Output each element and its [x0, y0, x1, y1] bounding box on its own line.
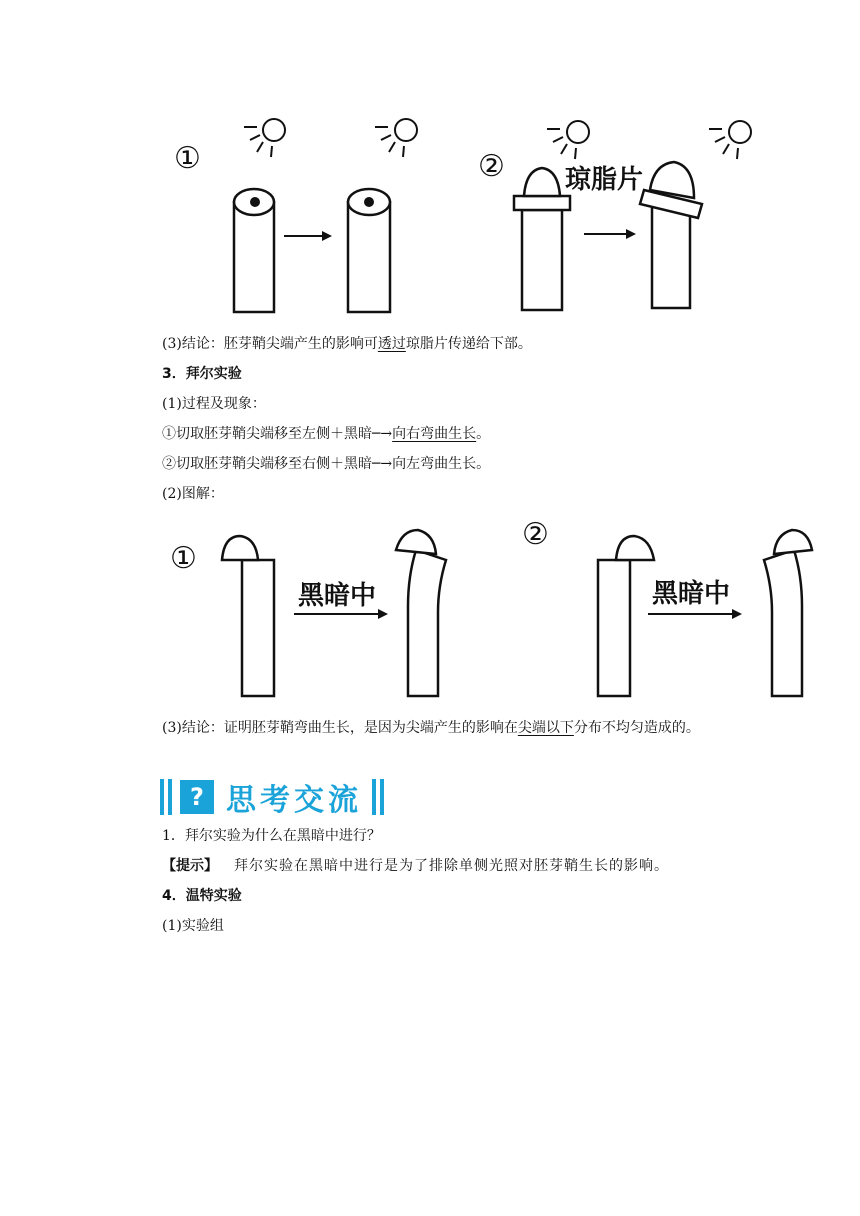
section4-sub1: (1)实验组: [162, 918, 224, 934]
conclusion-paal-underlined: 尖端以下: [517, 720, 574, 736]
question-1: 1．拜尔实验为什么在黑暗中进行？: [162, 828, 381, 844]
agar-label: 琼脂片: [565, 165, 644, 195]
coleoptile-with-light-spot: [348, 189, 390, 312]
hint-text: 拜尔实验在黑暗中进行是为了排除单侧光照对胚芽鞘生长的影响。: [234, 858, 669, 874]
figure2-label-2: ②: [522, 517, 549, 552]
light-spot-icon: [364, 197, 374, 207]
hint-label: 【提示】: [162, 858, 218, 874]
sun-icon: [709, 121, 751, 159]
coleoptile-tip-right: [598, 536, 654, 696]
sun-icon: [547, 121, 589, 159]
banner-bar-left-2: [168, 779, 172, 815]
banner-bar-right-2: [380, 779, 384, 815]
arrow-icon: [284, 231, 332, 241]
arrow-icon: [584, 229, 636, 239]
think-banner-title: 思考交流: [226, 783, 362, 818]
section3-diagram-label: (2)图解：: [162, 486, 224, 502]
step1-result: 向右弯曲生长: [392, 426, 477, 442]
conclusion-paal-suffix: 分布不均匀造成的。: [573, 720, 700, 736]
section4-heading: 4．温特实验: [162, 888, 242, 904]
dark-label-1: 黑暗中: [298, 581, 377, 611]
conclusion-agar-prefix: (3)结论：胚芽鞘尖端产生的影响可: [162, 336, 378, 352]
dark-label-2: 黑暗中: [652, 579, 731, 609]
question-mark-icon: ?: [180, 780, 214, 814]
bent-coleoptile-left: [764, 530, 812, 696]
conclusion-paal-prefix: (3)结论：证明胚芽鞘弯曲生长，是因为尖端产生的影响在: [162, 720, 518, 736]
hint: [162, 856, 669, 876]
bent-coleoptile-with-agar: [640, 162, 702, 308]
figure-agar-experiment: [160, 110, 780, 320]
bent-coleoptile-right: [396, 530, 446, 696]
coleoptile-with-agar: [514, 168, 570, 310]
figure2-label-1: ①: [170, 541, 197, 576]
figure-paal-experiment: [160, 510, 820, 710]
section3-step1: [162, 424, 490, 444]
banner-bar-right: [372, 779, 376, 815]
section3-step2: ②切取胚芽鞘尖端移至右侧＋黑暗─→向左弯曲生长。: [162, 456, 491, 472]
figure1-label-1: ①: [174, 141, 201, 176]
arrow-icon: [648, 609, 742, 619]
conclusion-agar-suffix: 琼脂片传递给下部。: [405, 336, 532, 352]
section3-process-label: (1)过程及现象：: [162, 396, 266, 412]
step1-text: ①切取胚芽鞘尖端移至左侧＋黑暗─→: [162, 426, 393, 442]
coleoptile-tip-left: [222, 536, 274, 696]
banner-bar-left: [160, 779, 164, 815]
conclusion-paal: [162, 718, 700, 738]
conclusion-agar: [162, 334, 532, 354]
sun-icon: [375, 119, 417, 157]
think-banner: [160, 776, 388, 818]
coleoptile-with-light-spot: [234, 189, 274, 312]
step1-end: 。: [476, 426, 491, 442]
section3-heading: 3．拜尔实验: [162, 366, 242, 382]
conclusion-agar-underlined: 透过: [377, 336, 406, 352]
light-spot-icon: [250, 197, 260, 207]
sun-icon: [244, 119, 285, 157]
figure1-label-2: ②: [478, 149, 505, 184]
